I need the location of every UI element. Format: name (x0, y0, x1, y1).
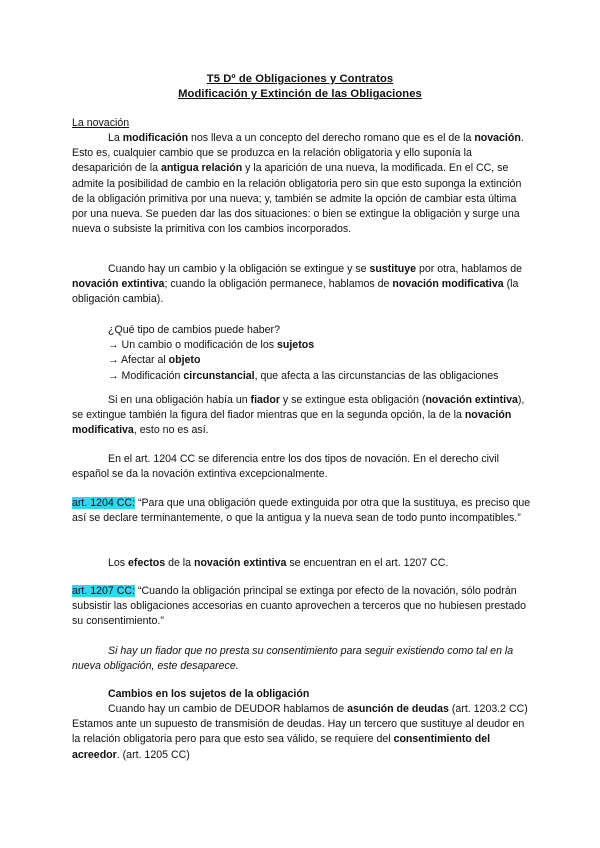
arrow-icon: → (108, 354, 119, 367)
change-types-list (108, 323, 538, 384)
italic-note: Si hay un fiador que no presta su consentimiento para seguir existiendo como tal en la nueva obligación, este desaparece. (72, 645, 514, 673)
section-heading-novacion (72, 116, 532, 131)
document-subtitle: Modificación y Extinción de las Obligaciones (178, 88, 422, 100)
quote-art1207: art. 1207 CC: “Cuando la obligación principal se extinga por efecto de la novación, sólo podrán subsistir las obligaciones accesorias en cuanto aprovechen a terceros que no hubiesen prestado su consentimiento.” (72, 585, 527, 628)
paragraph-fiador: Si en una obligación había un fiador y se extingue esta obligación (novación extintiva), se extingue también la figura del fiador mientras que en la segunda opción, la de la novación modificativa, esto no es así. (72, 394, 525, 437)
arrow-icon: → (108, 339, 119, 352)
article-ref-highlight: art. 1207 CC: (72, 585, 136, 597)
quote-art1204: art. 1204 CC: “Para que una obligación quede extinguida por otra que la sustituya, es preciso que así se declare terminantemente, o que la antigua y la nueva sean de todo punto incompatibles.” (72, 497, 531, 525)
list-question: ¿Qué tipo de cambios puede haber? (108, 324, 280, 336)
document-title: T5 Dº de Obligaciones y Contratos (206, 73, 394, 85)
section-heading-text: La novación (72, 117, 130, 129)
list-item: → Afectar al objeto (108, 354, 201, 367)
article-ref-highlight: art. 1204 CC: (72, 497, 136, 509)
subheading-sujetos: Cambios en los sujetos de la obligación (108, 688, 310, 700)
list-item: → Un cambio o modificación de los sujetos (108, 339, 315, 352)
paragraph-efectos: Los efectos de la novación extintiva se encuentran en el art. 1207 CC. (108, 557, 449, 569)
arrow-icon: → (108, 369, 119, 382)
paragraph-sustitucion: Cuando hay un cambio y la obligación se extingue y se sustituye por otra, hablamos de novación extintiva; cuando la obligación permanece, hablamos de novación modificativa (la obligación cambia). (72, 263, 522, 306)
paragraph-asuncion-deudas: Cuando hay un cambio de DEUDOR hablamos de asunción de deudas (art. 1203.2 CC) Estamos ante un supuesto de transmisión de deudas. Hay un tercero que sustituye al deudor en la relación obligatoria pero para que esto sea válido, se requiere del consentimiento del acreedor. (art. 1205 CC) (72, 703, 528, 761)
list-item: → Modificación circunstancial, que afecta a las circunstancias de las obligaciones (108, 369, 499, 382)
paragraph-art1204-intro: En el art. 1204 CC se diferencia entre los dos tipos de novación. En el derecho civil español se da la novación extintiva excepcionalmente. (72, 453, 500, 481)
paragraph-modificacion: La modificación nos lleva a un concepto del derecho romano que es el de la novación. Esto es, cualquier cambio que se produzca en la relación obligatoria y ello suponía la desaparición de la antigua relación y la aparición de una nueva, la modificada. En el CC, se admite la posibilidad de cambio en la relación obligatoria pero sin que esto suponga la extinción de la obligación primitiva por una nueva; y, también se admite la opción de cambiar esta última por una nueva. Se pueden dar las dos situaciones: o bien se extingue la obligación y surge una nueva o subsiste la primitiva con los cambios incorporados. (72, 132, 524, 236)
